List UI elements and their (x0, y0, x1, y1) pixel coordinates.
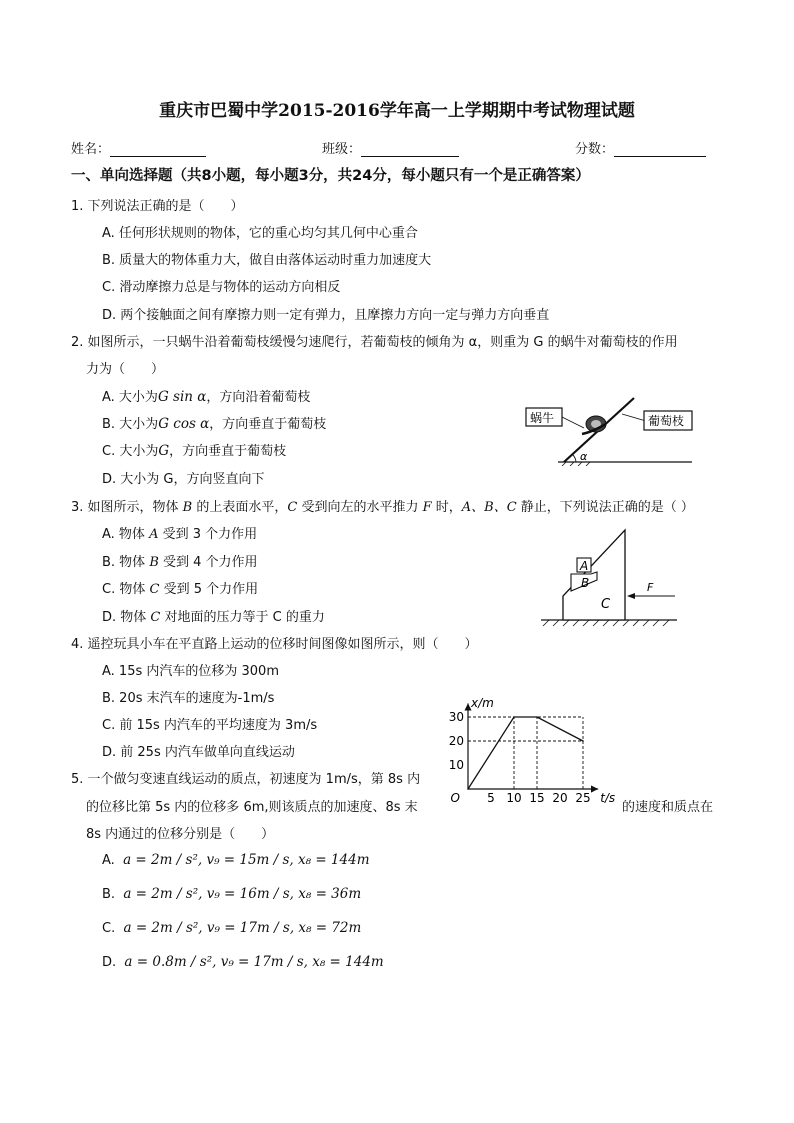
q4-stem: 4. 遥控玩具小车在平直路上运动的位移时间图像如图所示，则（ ） (71, 637, 478, 652)
y-axis-label: x/m (471, 696, 494, 710)
q3-option-b (102, 551, 258, 570)
series-line-0 (468, 717, 583, 789)
q5-option-d (102, 954, 384, 970)
q3-stem-c: C (287, 500, 298, 515)
snail-label: 蜗牛 (530, 411, 555, 425)
y-tick-label: 30 (448, 710, 464, 724)
class-field[interactable] (322, 138, 459, 157)
q2-a-post: ，方向沿着葡萄枝 (206, 390, 311, 405)
q3-c-post: 受到 5 个力作用 (159, 582, 259, 597)
q3-a-post: 受到 3 个力作用 (158, 527, 258, 542)
q2-option-a (102, 386, 310, 405)
q3-stem-p4: 时， (431, 500, 462, 515)
q5-option-c (102, 920, 361, 936)
branch-label: 葡萄枝 (648, 414, 685, 428)
q3-d-it: C (150, 610, 161, 625)
q2-c-post: ，方向垂直于葡萄枝 (169, 444, 287, 459)
q2-option-c (102, 440, 286, 459)
q2-stem-line2: 力为（ ） (86, 362, 165, 377)
q3-c-it: C (149, 582, 160, 597)
q5-a-expr: a = 2m / s², v₉ = 15m / s, x₈ = 144m (123, 852, 370, 868)
q4-option-c: C. 前 15s 内汽车的平均速度为 3m/s (102, 718, 318, 733)
origin-label: O (450, 791, 460, 803)
q1-option-d: D. 两个接触面之间有摩擦力则一定有弹力，且摩擦力方向一定与弹力方向垂直 (102, 308, 550, 323)
data-point (536, 716, 538, 718)
q5-stem-line2a: 的位移比第 5s 内的位移多 6m,则该质点的加速度、8s 末 (86, 800, 418, 815)
q2-c-pre: C. 大小为 (102, 444, 159, 459)
class-label: 班级： (322, 142, 362, 157)
q4-option-a: A. 15s 内汽车的位移为 300m (102, 664, 279, 679)
q3-stem-p3: 受到向左的水平推力 (297, 500, 423, 515)
q5-stem-line2b: 的速度和质点在 (622, 800, 714, 815)
q3-stem-b: B (182, 500, 193, 515)
block-a-label: A (580, 559, 589, 573)
q3-option-d (102, 606, 325, 625)
section-heading: 一、单向选择题（共8小题，每小题3分，共24分，每小题只有一个是正确答案） (71, 168, 590, 184)
q1-option-b: B. 质量大的物体重力大，做自由落体运动时重力加速度大 (102, 253, 432, 268)
q1-stem: 1. 下列说法正确的是（ ） (71, 199, 244, 214)
q3-b-pre: B. 物体 (102, 555, 150, 570)
q2-a-pre: A. 大小为 (102, 390, 158, 405)
q5-c-label: C. (102, 921, 116, 936)
q3-d-pre: D. 物体 (102, 610, 151, 625)
q3-stem-abc: A、B、C (461, 500, 517, 515)
q5-a-label: A. (102, 853, 115, 868)
q3-option-a (102, 523, 257, 542)
q3-a-pre: A. 物体 (102, 527, 150, 542)
x-tick-label: 25 (575, 791, 591, 803)
q5-option-a (102, 852, 370, 868)
blocks-figure (527, 522, 687, 632)
x-tick-label: 10 (506, 791, 522, 803)
name-blank[interactable] (110, 142, 206, 157)
q5-stem-line3: 8s 内通过的位移分别是（ ） (86, 827, 275, 842)
q3-b-it: B (149, 555, 159, 570)
x-tick-label: 15 (529, 791, 545, 803)
q2-option-b (102, 413, 326, 432)
q5-d-label: D. (102, 955, 117, 970)
q3-c-pre: C. 物体 (102, 582, 150, 597)
q2-stem-line1: 2. 如图所示，一只蜗牛沿着葡萄枝缓慢匀速爬行，若葡萄枝的倾角为 α，则重为 G 的蜗牛对葡萄枝的作用 (71, 335, 678, 350)
q3-b-post: 受到 4 个力作用 (158, 555, 258, 570)
x-tick-label: 20 (552, 791, 568, 803)
data-point (513, 716, 515, 718)
q3-d-post: 对地面的压力等于 C 的重力 (160, 610, 325, 625)
data-point (582, 740, 584, 742)
branch-pointer (622, 414, 646, 421)
q3-option-c (102, 578, 258, 597)
block-b-label: B (581, 576, 590, 590)
class-blank[interactable] (361, 142, 459, 157)
name-field[interactable] (71, 138, 206, 157)
page-title: 重庆市巴蜀中学2015-2016学年高一上学期期中考试物理试题 (159, 101, 635, 121)
force-label: F (647, 581, 654, 594)
q2-option-d: D. 大小为 G，方向竖直向下 (102, 472, 265, 487)
q3-stem-f: F (422, 500, 432, 515)
angle-label: α (580, 450, 588, 463)
y-tick-label: 20 (448, 734, 464, 748)
y-tick-label: 10 (448, 758, 464, 772)
q5-option-b (102, 886, 361, 902)
q2-b-math: G cos α (158, 416, 210, 432)
xt-chart (440, 695, 620, 803)
x-tick-label: 5 (487, 791, 495, 803)
q5-stem-line1: 5. 一个做匀变速直线运动的质点，初速度为 1m/s，第 8s 内 (71, 772, 421, 787)
snail-pointer (560, 416, 584, 428)
name-label: 姓名： (71, 142, 111, 157)
ground-hatch (543, 620, 669, 626)
q3-stem-p1: 3. 如图所示，物体 (71, 500, 183, 515)
q2-c-math: G (158, 443, 170, 459)
score-blank[interactable] (614, 142, 706, 157)
score-field[interactable] (575, 138, 706, 157)
q2-b-post: ，方向垂直于葡萄枝 (209, 417, 327, 432)
q3-stem (71, 496, 694, 515)
q2-a-math: G sin α (157, 389, 207, 405)
angle-arc (572, 454, 576, 462)
q4-option-d: D. 前 25s 内汽车做单向直线运动 (102, 745, 295, 760)
q1-option-c: C. 滑动摩擦力总是与物体的运动方向相反 (102, 280, 341, 295)
x-axis-label: t/s (600, 791, 616, 803)
q2-b-pre: B. 大小为 (102, 417, 159, 432)
q5-b-expr: a = 2m / s², v₉ = 16m / s, x₈ = 36m (123, 886, 362, 902)
q5-b-label: B. (102, 887, 116, 902)
q4-option-b: B. 20s 末汽车的速度为-1m/s (102, 691, 275, 706)
score-label: 分数： (575, 142, 615, 157)
data-point (467, 788, 469, 790)
q1-option-a: A. 任何形状规则的物体，它的重心均匀其几何中心重合 (102, 226, 418, 241)
q5-d-expr: a = 0.8m / s², v₉ = 17m / s, x₈ = 144m (124, 954, 384, 970)
q3-stem-p5: 静止，下列说法正确的是（ ） (516, 500, 694, 515)
block-c-label: C (601, 597, 611, 612)
snail-branch-figure (522, 394, 702, 466)
q5-c-expr: a = 2m / s², v₉ = 17m / s, x₈ = 72m (123, 920, 362, 936)
q3-a-it: A (149, 527, 159, 542)
force-arrowhead (627, 593, 635, 599)
q3-stem-p2: 的上表面水平， (192, 500, 288, 515)
